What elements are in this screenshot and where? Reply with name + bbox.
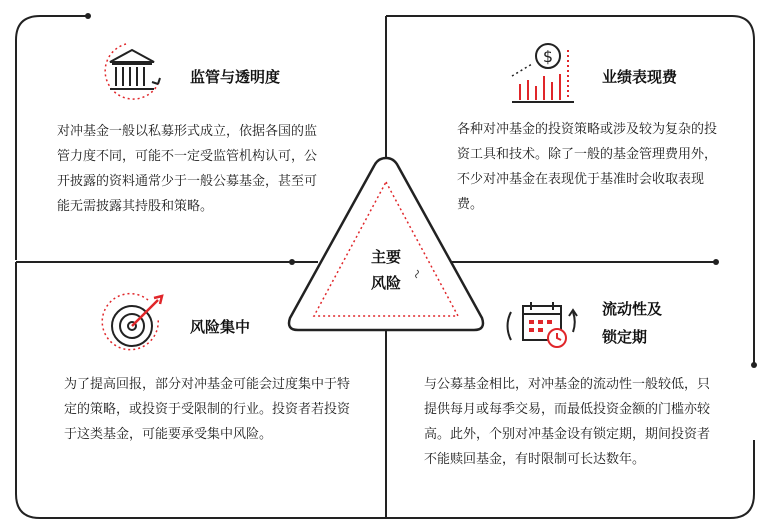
frame-dot-right: [751, 362, 757, 368]
svg-text:$: $: [542, 47, 554, 66]
regulation-text: 对冲基金一般以私募形式成立，依据各国的监管力度不同，可能不一定受监管机构认可，公开披露的资料通常少于一般公募基金，甚至可能无需披露其持股和策略。: [57, 124, 318, 214]
calendar-clock-icon: [505, 292, 581, 358]
concentration-text: 为了提高回报，部分对冲基金可能会过度集中于特定的策略，或投资于受限制的行业。投资者若投资于这类基金，可能要承受集中风险。: [64, 377, 351, 442]
concentration-title: 风险集中: [190, 318, 251, 336]
liquidity-title-line2: 锁定期: [602, 328, 648, 346]
dollar-bar-chart-icon: [508, 40, 578, 106]
divider-dot-left: [289, 259, 295, 265]
regulation-title: 监管与透明度: [190, 68, 281, 86]
liquidity-title-line1: 流动性及: [602, 300, 663, 318]
liquidity-text: 与公募基金相比，对冲基金的流动性一般较低，只提供每月或每季交易，而最低投资金额的门槛亦较高。此外，个别对冲基金设有锁定期，期间投资者不能赎回基金，有时限制可长达数年。: [424, 377, 711, 467]
target-arrow-icon: [96, 292, 170, 356]
performance-fee-title: 业绩表现费: [602, 68, 678, 86]
center-label-line2: 风险: [370, 274, 401, 292]
divider-dot-right: [713, 259, 719, 265]
center-label-line1: 主要: [370, 248, 401, 266]
performance-fee-text: 各种对冲基金的投资策略或涉及较为复杂的投资工具和技术。除了一般的基金管理费用外，不少对冲基金在表现优于基准时会收取表现费。: [457, 122, 718, 212]
center-label: [358, 244, 414, 296]
frame-dot-top-left: [85, 13, 91, 19]
bank-building-icon: [96, 40, 170, 104]
